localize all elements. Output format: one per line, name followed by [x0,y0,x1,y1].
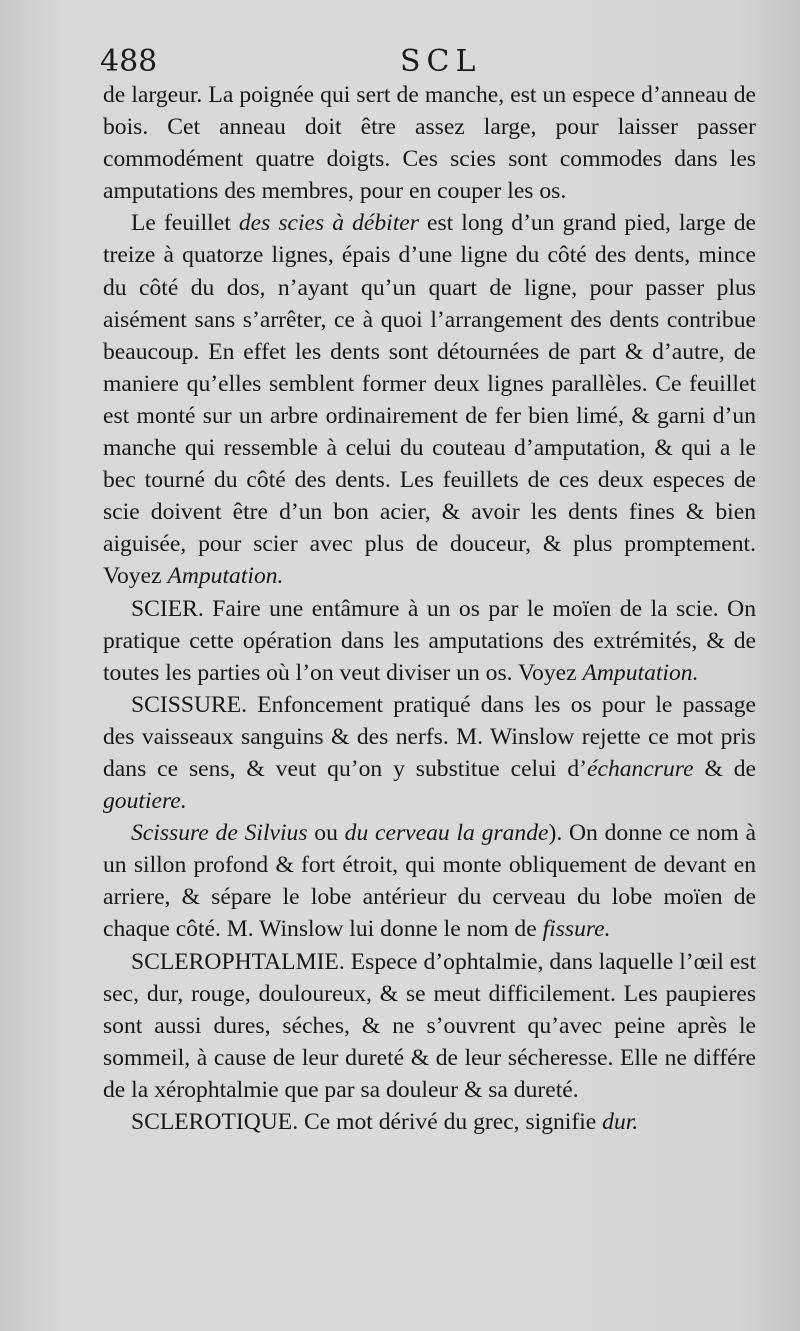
cross-reference: Amputation. [582,659,699,686]
entry-definition: Enfoncement pratiqué dans les os pour le passage des vaisseaux sanguins & des nerfs. M. Winslow rejette ce mot pris dans ce sens, & veut qu’on y substitue celui d’ [103,691,756,782]
entry-sclerotique [103,1106,756,1138]
italic-term: des scies à débiter [238,210,419,237]
entry-definition: Ce mot dérivé du grec, signifie [298,1109,603,1135]
paragraph-continuation [103,79,756,207]
entry-scier [103,593,756,689]
entry-headword: SCISSURE. [131,691,248,718]
body-text [103,79,756,1138]
page-header [100,44,756,84]
cross-reference: Amputation. [167,563,284,590]
italic-term: dur. [602,1109,639,1135]
entry-headword: SCLEROPHTALMIE. [131,948,345,975]
paragraph-text: ou [307,820,345,847]
italic-term: échancrure [587,755,694,782]
entry-scissure-silvius [103,817,756,945]
entry-headword: SCIER. [131,595,204,622]
entry-headword: SCLEROTIQUE. [131,1109,299,1135]
entry-sclerophtalmie [103,946,756,1106]
paragraph-text: Le feuillet [131,210,239,237]
paragraph-text: est long d’un grand pied, large de treize à quatorze lignes, épais d’une ligne du côté des dents, mince du côté du dos, n’ayant qu’un quart de ligne, pour passer plus aisément sans s’arrêter, ce à quoi l’arrangement des dents contribue beaucoup. En effet les dents sont détournées de part & d’autre, de maniere qu’elles semblent former deux lignes parallèles. Ce feuillet est monté sur un arbre ordinairement de fer bien limé, & garni d’un manche qui ressemble à celui du couteau d’amputation, & qui a le bec tourné du côté des dents. Les feuillets de ces deux especes de scie doivent être d’un bon acier, & avoir les dents fines & bien aiguisée, pour scier avec plus de douceur, & plus promptement. Voyez [103,210,756,590]
running-head: SCL [400,44,482,79]
italic-term: goutiere. [103,788,187,815]
italic-term: Scissure de Silvius [131,820,308,847]
page-number: 488 [100,44,158,79]
paragraph-feuillet [103,207,756,592]
entry-definition: ). On donne ce nom à un sillon profond & fort étroit, qui monte obliquement de devant en arriere, & sépare le lobe antérieur du cerveau du lobe moïen de chaque côté. M. Winslow lui donne le nom de [103,820,756,943]
italic-term: du cerveau la grande [344,820,549,847]
paragraph-text: de largeur. La poignée qui sert de manche, est un espece d’anneau de bois. Cet anneau doit être assez large, pour laisser passer commodément quatre doigts. Ces scies sont commodes dans les amputations des membres, pour en couper les os. [103,82,756,205]
paragraph-text: & de [693,755,756,782]
entry-definition: Espece d’ophtalmie, dans laquelle l’œil est sec, dur, rouge, douloureux, & se meut difficilement. Les paupieres sont aussi dures, séches, & ne s’ouvrent qu’avec peine après le sommeil, à cause de leur dureté & de leur sécheresse. Elle ne différe de la xérophtalmie que par sa douleur & sa dureté. [103,948,756,1103]
entry-definition: Faire une entâmure à un os par le moïen de la scie. On pratique cette opération dans les amputations des extrémités, & de toutes les parties où l’on veut diviser un os. Voyez [103,595,756,686]
italic-term: fissure. [542,916,611,943]
entry-scissure [103,689,756,817]
